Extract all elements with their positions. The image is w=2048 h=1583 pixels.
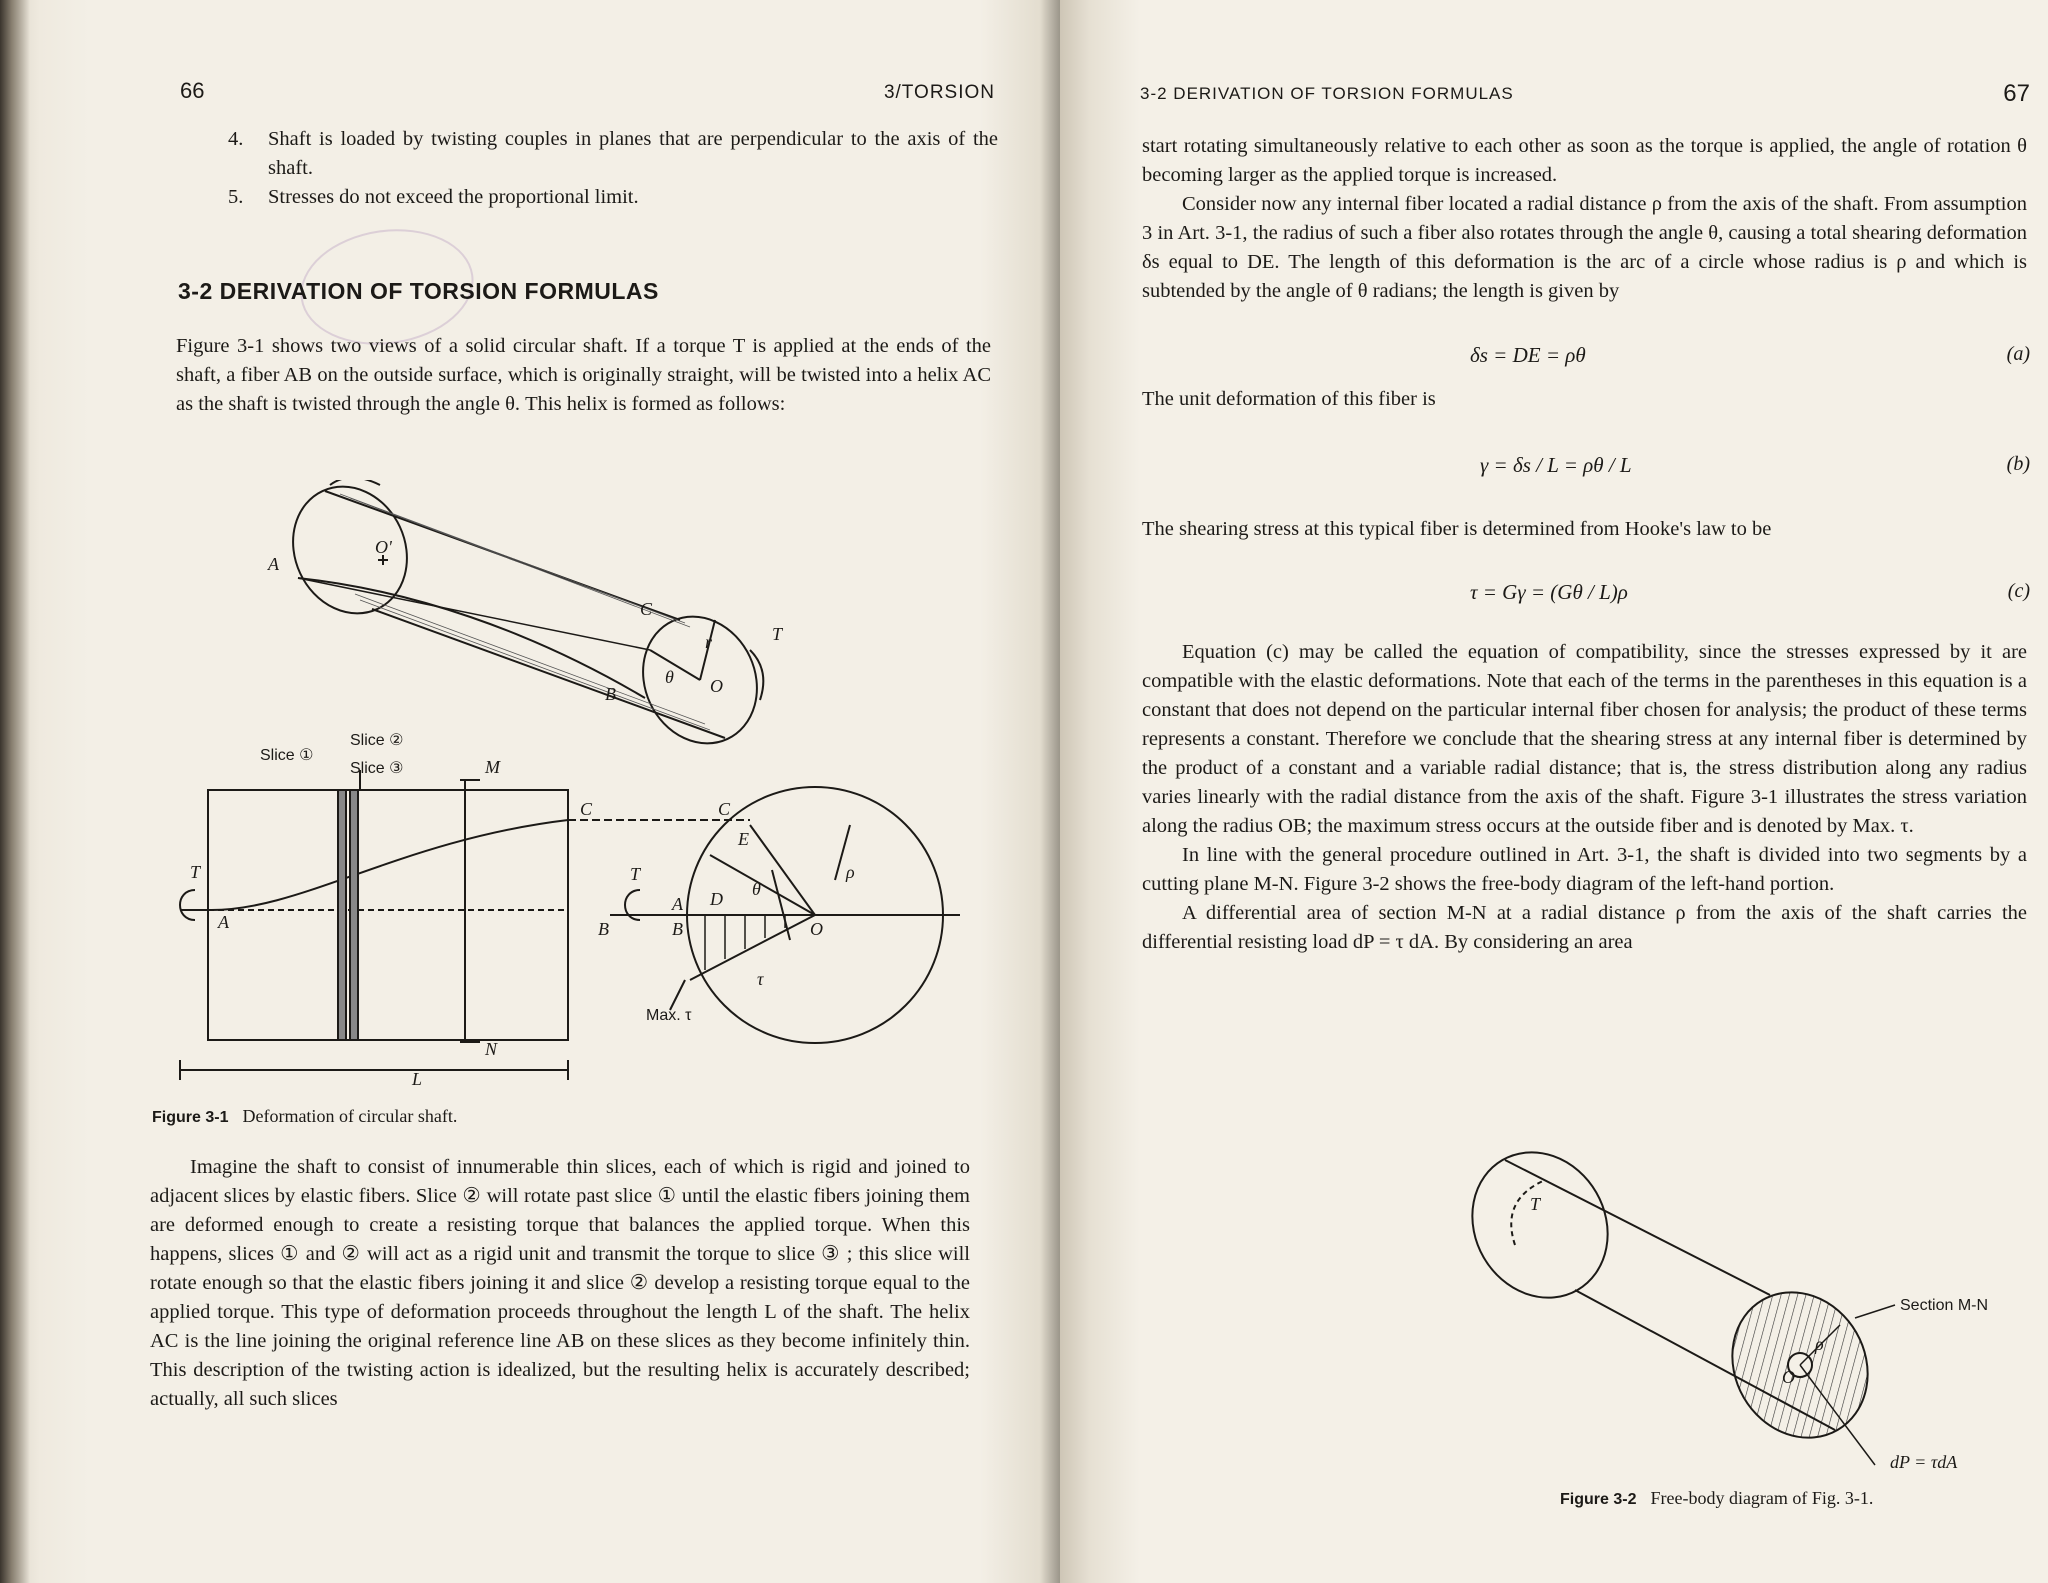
fig-label-A-left: A (218, 912, 229, 932)
right-paragraph-1: start rotating simultaneously relative to each other as soon as the torque is applied, the angle of rotation θ becoming larger as the applied torque is increased. Consider now any internal fiber located a radial distance ρ from the axis of the shaft. From assumption 3 in Art. 3-1, the radius of such a fiber also rotates through the angle θ, causing a total shearing deformation δs equal to DE. The length of this deformation is the arc of a circle whose radius is ρ and which is subtended by the angle of θ radians; the length is given by (1142, 135, 2027, 302)
fig2-label-O: O (1782, 1367, 1795, 1387)
list-item: 5. Stresses do not exceed the proportional limit. (228, 186, 639, 208)
fig-label-N: N (485, 1039, 498, 1059)
fig-label-B-sec2: B (672, 919, 683, 939)
fig-label-slice3: Slice ③ (350, 760, 404, 777)
equation-b: γ = δs / L = ρθ / L (1480, 453, 1632, 477)
fig-label-M: M (485, 757, 500, 777)
fig2-label-dP: dP = τdA (1890, 1452, 1958, 1472)
fig-label-T-left: T (190, 862, 201, 882)
figure-3-2-caption: Figure 3-2 Free-body diagram of Fig. 3-1. (1560, 1488, 1874, 1508)
equation-a-number: (a) (2006, 343, 2030, 365)
right-page-number: 67 (2003, 80, 2030, 107)
fig-label-B-sec: B (598, 919, 609, 939)
fig-label-O-sec: O (810, 919, 823, 939)
left-paragraph-1: Figure 3-1 shows two views of a solid circular shaft. If a torque T is applied at the ends of the shaft, a fiber AB on the outside surface, which is originally straight, will be twisted into a helix AC as the shaft is twisted through the angle θ. This helix is formed as follows: (176, 335, 991, 415)
fig-label-theta-sec: θ (752, 879, 761, 899)
fig-label-E: E (738, 829, 749, 849)
section-heading: 3-2 DERIVATION OF TORSION FORMULAS (178, 278, 659, 304)
fig-label-L: L (412, 1069, 423, 1089)
left-paragraph-2: Imagine the shaft to consist of innumerable thin slices, each of which is rigid and joined to adjacent slices by elastic fibers. Slice ② will rotate past slice ① until the elastic fibers joining them are deformed enough to create a resisting torque that balances the applied torque. When this happens, slices ① and ② will act as a rigid unit and transmit the torque to slice ③ ; this slice will rotate enough so that the elastic fibers joining it and slice ② develop a resisting torque equal to the applied torque. This type of deformation proceeds throughout the length L of the shaft. The helix AC is the line joining the original reference line AB on these slices as they become infinitely thin. This description of the twisting action is idealized, but the resulting helix is accurately described; actually, all such slices (150, 1156, 970, 1410)
fig-label-max-tau: Max. τ (646, 1007, 692, 1024)
fig2-label-rho: ρ (1815, 1334, 1824, 1354)
fig-label-slice2: Slice ② (350, 732, 404, 749)
fig-label-B-top: B (605, 684, 616, 704)
fig-label-tau: τ (757, 969, 764, 989)
fig-label-C-mid: C (580, 799, 593, 819)
figure-3-1 (150, 480, 970, 1100)
right-paragraph-3: The unit deformation of this fiber is (1142, 388, 1436, 410)
fig-label-rho: ρ (846, 862, 855, 882)
left-page-number: 66 (180, 78, 205, 103)
right-running-head: 3-2 DERIVATION OF TORSION FORMULAS (1140, 84, 1514, 103)
right-paragraph-4: The shearing stress at this typical fiber is determined from Hooke's law to be (1142, 518, 1772, 540)
fig-label-O-top: O (710, 676, 723, 696)
fig-label-D: D (710, 889, 723, 909)
right-paragraph-5: Equation (c) may be called the equation of compatibility, since the stresses expressed by it are compatible with the elastic deformations. Note that each of the terms in the parentheses in this equation is a constant that does not depend on the particular internal fiber chosen for analysis; the product of these terms represents a constant. Therefore we conclude that the shearing stress at any internal fiber is determined by the product of a constant and a variable radial distance; that is, the stress distribution along any radius varies linearly with the radial distance from the axis of the shaft. Figure 3-1 illustrates the stress variation along the radius OB; the maximum stress occurs at the outside fiber and is denoted by Max. τ. In line with the general procedure outlined in Art. 3-1, the shaft is divided into two segments by a cutting plane M-N. Figure 3-2 shows the free-body diagram of the left-hand portion. A differential area of section M-N at a radial distance ρ from the axis of the shaft carries the differential resisting load dP = τ dA. By considering an area (1142, 641, 2027, 953)
fig-label-slice1: Slice ① (260, 747, 314, 764)
assumption-list (228, 125, 998, 212)
fig-label-A-top: A (268, 554, 279, 574)
list-item: 4. Shaft is loaded by twisting couples in planes that are perpendicular to the axis of the shaft. (228, 128, 998, 179)
figure-3-2 (1430, 1140, 2030, 1480)
fig-label-A-sec: A (672, 894, 683, 914)
fig-label-O-prime: O' (375, 537, 392, 557)
left-running-head: 3/TORSION (883, 82, 995, 103)
fig-label-T-right: T (772, 624, 783, 644)
fig-label-C-mid2: C (718, 799, 731, 819)
equation-c: τ = Gγ = (Gθ / L)ρ (1470, 580, 1628, 604)
equation-c-number: (c) (2007, 580, 2030, 602)
fig-label-C-top: C (640, 599, 653, 619)
fig2-label-section: Section M-N (1900, 1297, 1989, 1314)
equation-a: δs = DE = ρθ (1470, 343, 1586, 367)
fig-label-theta-top: θ (665, 667, 674, 687)
equation-b-number: (b) (2006, 453, 2030, 475)
fig-label-T-sec: T (630, 864, 641, 884)
fig-label-r: r (705, 632, 713, 652)
page-edge (0, 0, 30, 1583)
figure-3-1-caption: Figure 3-1 Deformation of circular shaft. (152, 1106, 458, 1126)
right-page (1060, 0, 2048, 1583)
fig2-label-T: T (1530, 1194, 1541, 1214)
